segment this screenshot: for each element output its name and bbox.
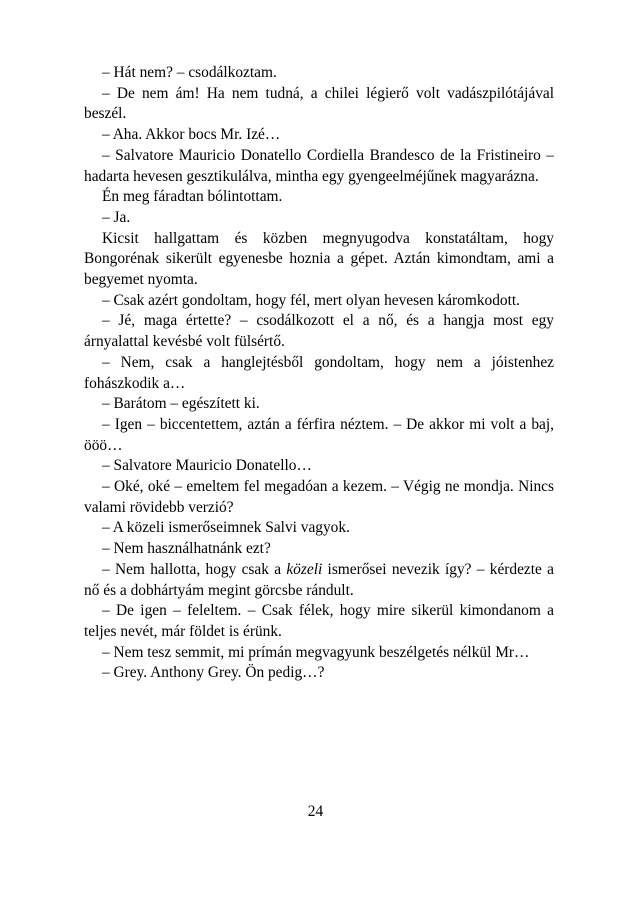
paragraph: – De nem ám! Ha nem tudná, a chilei légierő volt vadászpilótájával beszél. [84, 84, 554, 123]
paragraph: – Salvatore Mauricio Donatello Cordiella Brandesco de la Fristineiro – hadarta hevesen gesztikulálva, mintha egy gyengeelméjűnek magyarázna. [84, 146, 554, 185]
paragraph [84, 560, 554, 601]
paragraph: – De igen – feleltem. – Csak félek, hogy mire sikerül kimondanom a teljes nevét, már földet is érünk. [84, 602, 554, 640]
paragraph: – Ja. [102, 208, 131, 226]
emphasized-word: közeli [286, 560, 323, 578]
paragraph: – Jé, maga értette? – csodálkozott el a nő, és a hangja most egy árnyalattal kevésbé volt fülsértő. [84, 312, 554, 351]
paragraph: – Hát nem? – csodálkoztam. [102, 64, 277, 81]
paragraph: – Barátom – egészített ki. [102, 395, 260, 413]
paragraph: – Igen – biccentettem, aztán a férfira néztem. – De akkor mi volt a baj, ööö… [84, 415, 554, 454]
page-body [84, 63, 554, 684]
paragraph: – Aha. Akkor bocs Mr. Izé… [102, 126, 281, 144]
paragraph-text: ismerősei nevezik így? – kérdezte a nő és a dobhártyám megint görcsbe rándult. [84, 560, 554, 599]
paragraph: – Nem használhatnánk ezt? [102, 540, 271, 558]
paragraph: Kicsit hallgattam és közben megnyugodva konstatáltam, hogy Bongorénak sikerült egyenesbe hoznia a gépet. Aztán kimondtam, ami a begyemet nyomta. [84, 229, 554, 289]
paragraph: – Nem tesz semmit, mi prímán megvagyunk beszélgetés nélkül Mr… [102, 643, 530, 661]
paragraph: – Grey. Anthony Grey. Ön pedig…? [102, 664, 325, 682]
page-number: 24 [307, 803, 324, 820]
paragraph: – A közeli ismerőseimnek Salvi vagyok. [102, 519, 350, 537]
paragraph: – Oké, oké – emeltem fel megadóan a kezem. – Végig ne mondja. Nincs valami rövidebb verzió? [84, 478, 554, 516]
paragraph: Én meg fáradtan bólintottam. [102, 188, 283, 206]
paragraph: – Csak azért gondoltam, hogy fél, mert olyan hevesen káromkodott. [102, 291, 521, 309]
paragraph: – Salvatore Mauricio Donatello… [102, 457, 312, 475]
paragraph-text: – Nem hallotta, hogy csak a [102, 560, 287, 578]
paragraph: – Nem, csak a hanglejtésből gondoltam, hogy nem a jóistenhez fohászkodik a… [84, 353, 554, 392]
